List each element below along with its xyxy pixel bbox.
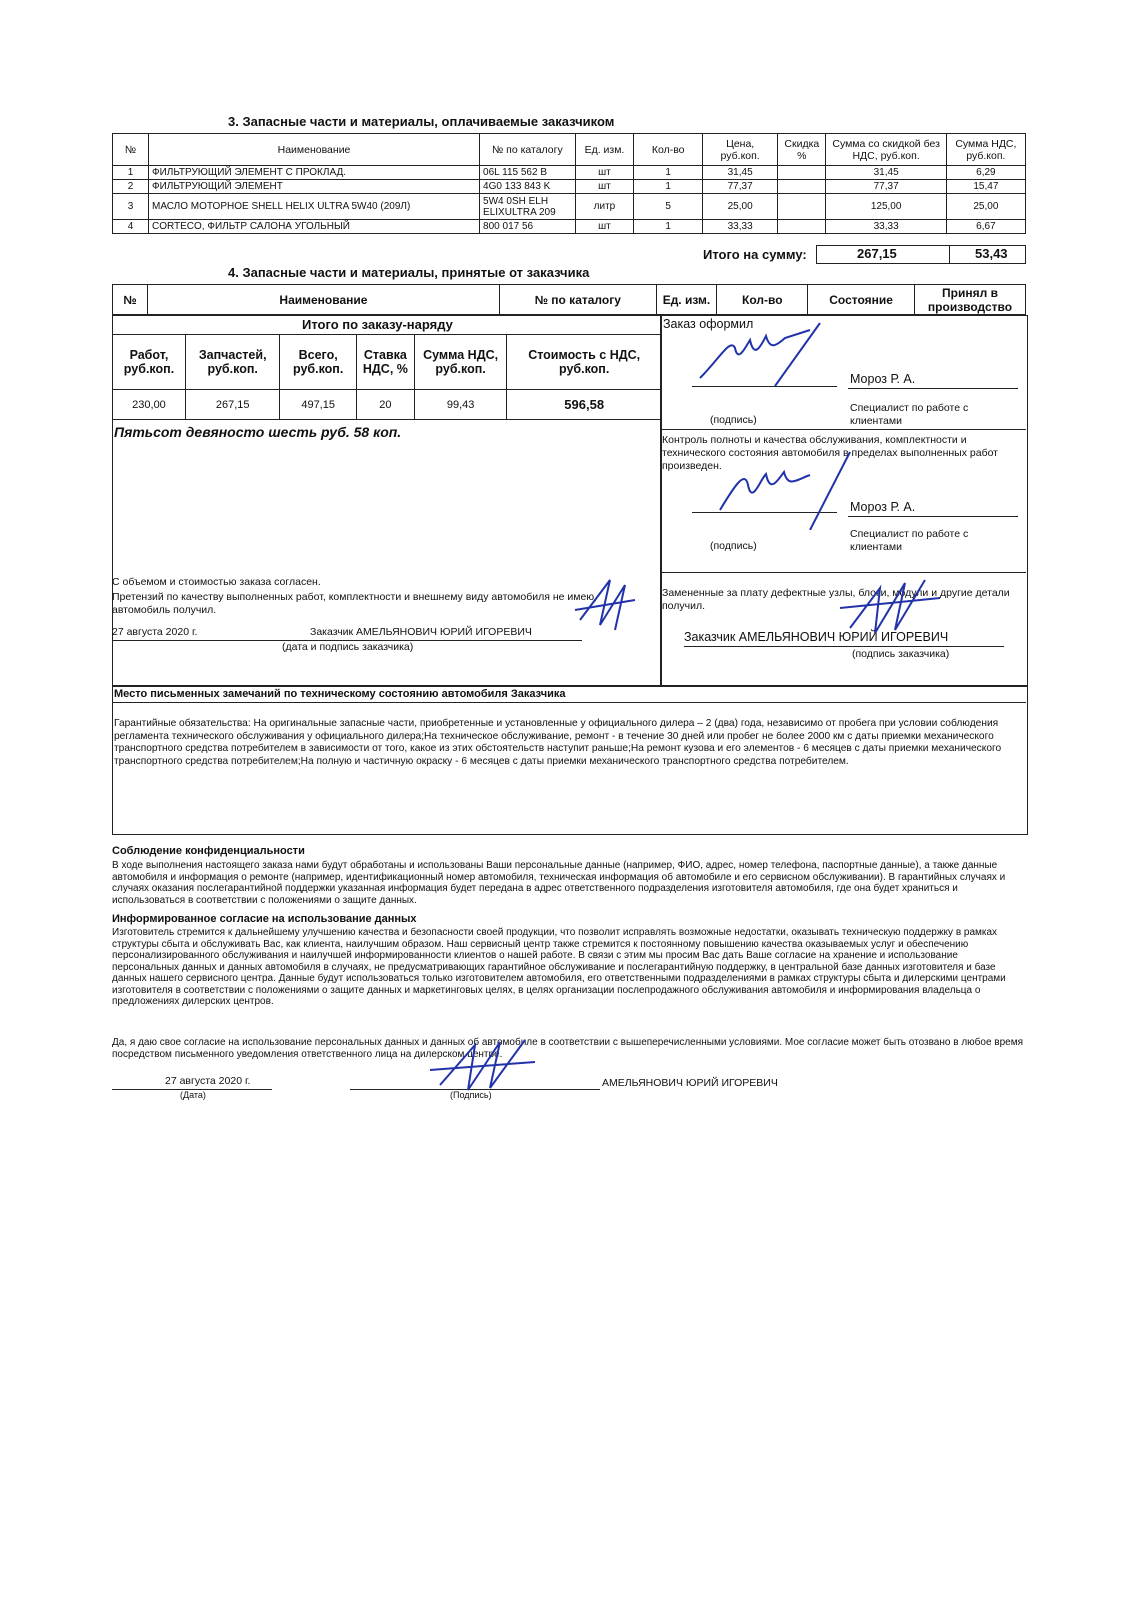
- cell-qty: 1: [634, 180, 703, 194]
- cell-unit: шт: [575, 220, 634, 234]
- privacy-title: Соблюдение конфиденциальности: [112, 845, 305, 857]
- value-cost: 596,58: [507, 390, 662, 420]
- cell-price: 25,00: [703, 194, 778, 220]
- cell-catalog: 5W4 0SH ELH ELIXULTRA 209: [480, 194, 576, 220]
- cell-name: ФИЛЬТРУЮЩИЙ ЭЛЕМЕНТ С ПРОКЛАД.: [148, 166, 479, 180]
- remarks-title: Место письменных замечаний по техническому состоянию автомобиля Заказчика: [114, 688, 566, 700]
- col-catalog: № по каталогу: [480, 134, 576, 166]
- cell-vat: 15,47: [946, 180, 1025, 194]
- parts-paid-table: [112, 133, 1026, 234]
- divider: [848, 388, 1018, 389]
- cell-name: CORTECO, ФИЛЬТР САЛОНА УГОЛЬНЫЙ: [148, 220, 479, 234]
- sign-caption: (Подпись): [450, 1090, 492, 1100]
- signature-icon: [700, 450, 860, 530]
- cell-name: МАСЛО МОТОРНОЕ SHELL HELIX ULTRA 5W40 (209Л): [148, 194, 479, 220]
- col-num: №: [113, 285, 148, 315]
- issued-label: Заказ оформил: [663, 317, 754, 331]
- divider: [112, 702, 1026, 703]
- table-row: [113, 194, 1026, 220]
- divider: [660, 429, 1026, 430]
- col-accepted: Принял в производство: [915, 285, 1026, 315]
- cell-unit: литр: [575, 194, 634, 220]
- total-divider: [949, 246, 950, 263]
- total-label: Итого на сумму:: [703, 247, 807, 262]
- col-rate: Ставка НДС, %: [356, 335, 414, 390]
- cell-catalog: 06L 115 562 B: [480, 166, 576, 180]
- cell-price: 31,45: [703, 166, 778, 180]
- section3-title: 3. Запасные части и материалы, оплачиваемые заказчиком: [228, 114, 615, 129]
- agree-text: Да, я даю свое согласие на использование персональных данных и данных об автомобиле в соответствии с вышеперечисленными условиями. Мое согласие может быть отозвано в любое время посредством письменного уведомления ответственного лица на дилерском центре.: [112, 1037, 1024, 1060]
- specialist-name: Мороз Р. А.: [850, 372, 916, 386]
- sign-label: (подпись): [710, 414, 757, 426]
- cell-num: 1: [113, 166, 149, 180]
- col-work: Работ, руб.коп.: [113, 335, 186, 390]
- consent-title: Информированное согласие на использование данных: [112, 913, 417, 925]
- parts-received-table: [112, 284, 1026, 315]
- divider: [848, 516, 1018, 517]
- col-vat: Сумма НДС, руб.коп.: [946, 134, 1025, 166]
- control-text: Контроль полноты и качества обслуживания, комплектности и технического состояния автомобиля в пределах выполненных работ произведен.: [662, 434, 998, 472]
- consent-text: Изготовитель стремится к дальнейшему улучшению качества и безопасности своей продукции, что позволит исправлять возможные недостатки, оказывать техническую поддержку в рамках структуры сбыта и обслуживать Вас, как клиента, наилучшим образом. Наш сервисный центр также стремится к постоянному повышению качества оказываемых услуг и обеспечению персонализированного обслуживания и наилучшей информированности клиентов о нашей работе. В связи с этим мы просим Вас дать Ваше согласие на хранение и использование персональных данных и данных автомобиля в случаях, не предусматривающих гарантийное обслуживание и послегарантийную поддержку, в центральной базе данных изготовителя и базе данных нашего сервисного центра. Данные будут использоваться только изготовителем автомобиля, его ответственными подразделениями в рамках структуры сбыта и дилерскими центрами изготовителя в соответствии с положениями о защите данных и маркетинговых целях, в целях организации послепродажного обслуживания автомобиля и информирования владельца о предложениях дилерских центров.: [112, 927, 1006, 1007]
- totals-title: Итого по заказу-наряду: [302, 317, 453, 332]
- agreement-caption: (дата и подпись заказчика): [282, 641, 414, 653]
- section4-title: 4. Запасные части и материалы, принятые от заказчика: [228, 265, 590, 280]
- col-catalog: № по каталогу: [499, 285, 656, 315]
- col-vat-sum: Сумма НДС, руб.коп.: [414, 335, 506, 390]
- cell-qty: 1: [634, 220, 703, 234]
- agreement-line2: Претензий по качеству выполненных работ, комплектности и внешнему виду автомобиля не имею, автомобиль получил.: [112, 591, 598, 616]
- col-all: Всего, руб.коп.: [280, 335, 357, 390]
- specialist-role: Специалист по работе с клиентами: [850, 402, 969, 427]
- col-num: №: [113, 134, 149, 166]
- table-row: [113, 220, 1026, 234]
- cell-price: 33,33: [703, 220, 778, 234]
- cell-discount: [778, 180, 826, 194]
- col-parts: Запчастей, руб.коп.: [185, 335, 279, 390]
- cell-catalog: 4G0 133 843 K: [480, 180, 576, 194]
- signature-icon: [840, 568, 950, 648]
- customer-line: Заказчик АМЕЛЬЯНОВИЧ ЮРИЙ ИГОРЕВИЧ: [684, 630, 949, 644]
- agreement-customer: Заказчик АМЕЛЬЯНОВИЧ ЮРИЙ ИГОРЕВИЧ: [310, 626, 532, 638]
- cell-num: 3: [113, 194, 149, 220]
- table-row: [113, 180, 1026, 194]
- value-work: 230,00: [113, 390, 186, 420]
- col-name: Наименование: [147, 285, 499, 315]
- total-vat: 53,43: [975, 246, 1008, 261]
- consent-name: АМЕЛЬЯНОВИЧ ЮРИЙ ИГОРЕВИЧ: [602, 1077, 778, 1089]
- replaced-text: Замененные за плату дефектные узлы, блоки, модули и другие детали получил.: [662, 587, 1010, 612]
- cell-sum: 125,00: [826, 194, 946, 220]
- total-sum: 267,15: [857, 246, 897, 261]
- sign-label-2: (подпись): [710, 540, 757, 552]
- customer-sign-label: (подпись заказчика): [852, 648, 950, 660]
- cell-catalog: 800 017 56: [480, 220, 576, 234]
- table-header-row: [113, 134, 1026, 166]
- consent-date: 27 августа 2020 г.: [165, 1075, 251, 1087]
- signature-icon: [690, 318, 840, 388]
- col-discount: Скидка %: [778, 134, 826, 166]
- signature-icon: [570, 570, 640, 640]
- col-qty: Кол-во: [717, 285, 808, 315]
- cell-num: 2: [113, 180, 149, 194]
- cell-name: ФИЛЬТРУЮЩИЙ ЭЛЕМЕНТ: [148, 180, 479, 194]
- col-cost: Стоимость с НДС, руб.коп.: [507, 335, 662, 390]
- cell-discount: [778, 166, 826, 180]
- table-header-row: [113, 285, 1026, 315]
- specialist-role-2: Специалист по работе с клиентами: [850, 528, 969, 553]
- date-caption: (Дата): [180, 1090, 206, 1100]
- cell-unit: шт: [575, 180, 634, 194]
- value-vat: 99,43: [414, 390, 506, 420]
- amount-in-words: Пятьсот девяносто шесть руб. 58 коп.: [114, 424, 402, 440]
- col-price: Цена, руб.коп.: [703, 134, 778, 166]
- value-all: 497,15: [280, 390, 357, 420]
- agreement-date: 27 августа 2020 г.: [112, 626, 198, 638]
- value-parts: 267,15: [185, 390, 279, 420]
- total-box: [816, 245, 1026, 264]
- cell-vat: 6,29: [946, 166, 1025, 180]
- cell-discount: [778, 220, 826, 234]
- col-name: Наименование: [148, 134, 479, 166]
- agreement-line1: С объемом и стоимостью заказа согласен.: [112, 576, 321, 588]
- cell-price: 77,37: [703, 180, 778, 194]
- cell-num: 4: [113, 220, 149, 234]
- cell-discount: [778, 194, 826, 220]
- table-row: [113, 166, 1026, 180]
- cell-vat: 25,00: [946, 194, 1025, 220]
- cell-qty: 5: [634, 194, 703, 220]
- cell-vat: 6,67: [946, 220, 1025, 234]
- totals-table: [112, 334, 662, 420]
- col-sum: Сумма со скидкой без НДС, руб.коп.: [826, 134, 946, 166]
- specialist-name-2: Мороз Р. А.: [850, 500, 916, 514]
- remarks-text: Гарантийные обязательства: На оригинальные запасные части, приобретенные и установленные у официального дилера – 2 (два) года, независимо от пробега при условии соблюдения регламента технического обслуживания у официального дилера;На техническое обслуживание, ремонт - в течение 30 дней или пробег не более 2000 км с даты приемки механического транспортного средства потребителем в зависимости от того, какое из этих обстоятельств наступит раньше;На ремонт кузова и его элементов - 6 месяцев с даты приемки механического транспортного средства потребителем;На полную и частичную окраску - 6 месяцев с даты приемки механического транспортного средства потребителем.: [114, 718, 1002, 767]
- cell-qty: 1: [634, 166, 703, 180]
- cell-sum: 77,37: [826, 180, 946, 194]
- value-rate: 20: [356, 390, 414, 420]
- cell-sum: 31,45: [826, 166, 946, 180]
- cell-unit: шт: [575, 166, 634, 180]
- col-qty: Кол-во: [634, 134, 703, 166]
- col-state: Состояние: [808, 285, 915, 315]
- signature-icon: [430, 1030, 540, 1100]
- cell-sum: 33,33: [826, 220, 946, 234]
- col-unit: Ед. изм.: [656, 285, 717, 315]
- col-unit: Ед. изм.: [575, 134, 634, 166]
- privacy-text: В ходе выполнения настоящего заказа нами будут обработаны и использованы Ваши персональные данные (например, ФИО, адрес, номер телефона, паспортные данные), а также данные автомобиля и информация о ремонте (например, идентификационный номер автомобиля, техническая информация об автомобиле и его сервисном обслуживании). В гарантийных случаях и случаях оказания послегарантийной поддержки указанная информация будет передана в адрес ответственного подразделения изготовителя автомобиля, где она будет храниться и использоваться в соответствии с положениями о защите данных.: [112, 860, 1006, 906]
